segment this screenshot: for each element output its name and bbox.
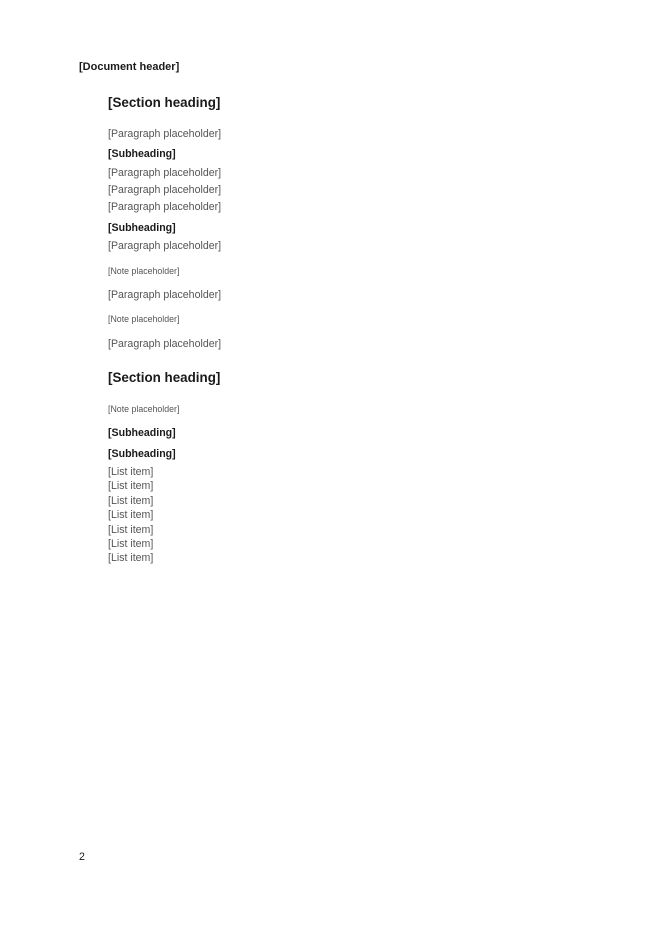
list-item: [List item]	[108, 523, 154, 536]
list-item: [List item]	[108, 480, 154, 493]
note: [Note placeholder]	[108, 403, 180, 414]
list-item: [List item]	[108, 494, 154, 507]
paragraph: [Paragraph placeholder]	[108, 127, 222, 140]
list-item: [List item]	[108, 552, 154, 565]
subheading: [Subheading]	[108, 148, 176, 161]
subheading: [Subheading]	[108, 221, 176, 234]
paragraph: [Paragraph placeholder]	[108, 166, 222, 179]
paragraph: [Paragraph placeholder]	[108, 240, 222, 253]
note: [Note placeholder]	[108, 314, 180, 325]
page-number: 2	[79, 851, 85, 863]
paragraph: [Paragraph placeholder]	[108, 289, 222, 302]
paragraph: [Paragraph placeholder]	[108, 337, 222, 350]
section-heading: [Section heading]	[108, 370, 221, 386]
note: [Note placeholder]	[108, 265, 180, 276]
section-heading: [Section heading]	[108, 95, 221, 111]
list-item: [List item]	[108, 537, 154, 550]
figure-reference-list	[79, 465, 613, 566]
paragraph: [Paragraph placeholder]	[108, 201, 222, 214]
document-header: [Document header]	[79, 61, 180, 73]
subheading: [Subheading]	[108, 447, 176, 460]
paragraph: [Paragraph placeholder]	[108, 184, 222, 197]
subheading: [Subheading]	[108, 427, 176, 440]
list-item: [List item]	[108, 465, 154, 478]
list-item: [List item]	[108, 509, 154, 522]
